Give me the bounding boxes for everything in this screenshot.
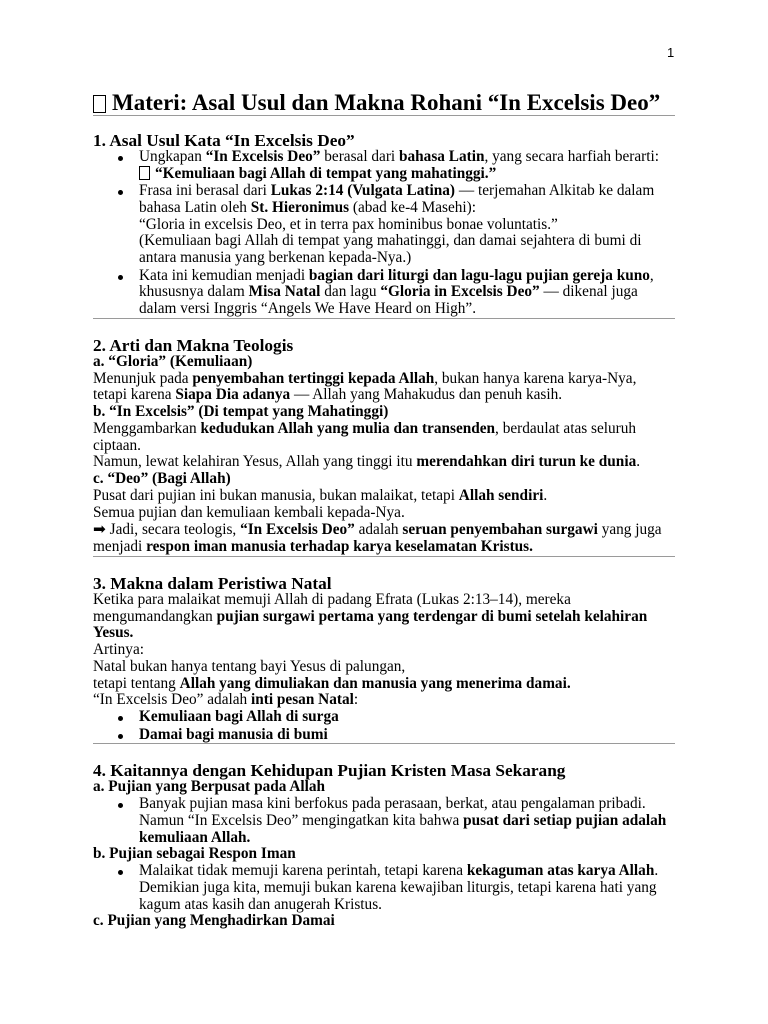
- text-line: [139, 166, 675, 183]
- bullet-icon: [118, 716, 123, 721]
- text-run: (abad ke-4 Masehi):: [349, 198, 477, 216]
- text-line: [93, 438, 675, 455]
- text-run: — dikenal juga: [539, 283, 638, 301]
- text-run: kagum atas kasih dan anugerah Kristus.: [139, 895, 382, 913]
- text-run: “Gloria in excelsis Deo, et in terra pax hominibus bonae voluntatis.”: [139, 215, 558, 233]
- text-line: [139, 284, 675, 301]
- bold-text-run: merendahkan diri turun ke dunia: [416, 453, 637, 471]
- text-run: , berdaulat atas seluruh: [495, 419, 637, 437]
- text-run: khususnya dalam: [139, 283, 249, 301]
- bold-text-run: seruan penyembahan surgawi: [402, 521, 598, 539]
- bullet-icon: [118, 734, 123, 739]
- text-run: Namun, lewat kelahiran Yesus, Allah yang tinggi itu: [93, 453, 417, 471]
- missing-glyph-box-icon: [93, 95, 106, 113]
- text-run: menjadi: [93, 538, 147, 555]
- text-line: [93, 625, 675, 642]
- bold-text-run: Allah yang dimuliakan dan manusia yang menerima damai.: [179, 674, 571, 692]
- arrow-right-icon: ➡: [93, 520, 106, 539]
- text-line: [139, 897, 675, 914]
- text-line: [93, 592, 675, 609]
- text-run: Artinya:: [93, 641, 144, 658]
- section-4: [93, 763, 675, 930]
- text-run: dan lagu: [320, 283, 381, 301]
- bold-text-run: Kemuliaan bagi Allah di surga: [139, 708, 339, 725]
- text-line: [139, 727, 675, 744]
- text-line: [139, 149, 675, 166]
- text-run: , yang secara harfiah berarti:: [484, 147, 660, 165]
- missing-glyph-box-icon: [139, 166, 150, 180]
- text-run: .: [636, 453, 641, 471]
- bold-text-run: pujian surgawi pertama yang terdengar di bumi setelah kelahiran: [216, 607, 648, 625]
- bullet-item: [93, 709, 675, 726]
- text-run: Pusat dari pujian ini bukan manusia, bukan malaikat, tetapi: [93, 486, 459, 504]
- bold-text-run: kemuliaan Allah.: [139, 828, 251, 846]
- bold-text-run: Damai bagi manusia di bumi: [139, 725, 328, 743]
- bullet-item: [93, 268, 675, 318]
- text-run: — Allah yang Mahakudus dan penuh kasih.: [290, 386, 563, 404]
- text-run: antara manusia yang berkenan kepada-Nya.): [139, 249, 412, 266]
- paragraph: [93, 488, 675, 556]
- bold-text-run: “In Excelsis Deo”: [205, 147, 321, 165]
- document-title-text: Materi: Asal Usul dan Makna Rohani “In Excelsis Deo”: [112, 90, 661, 115]
- page-number: 1: [667, 45, 675, 60]
- section-heading: 1. Asal Usul Kata “In Excelsis Deo”: [93, 130, 355, 150]
- text-line: [93, 676, 675, 693]
- text-run: Natal bukan hanya tentang bayi Yesus di palungan,: [93, 657, 406, 675]
- bold-text-run: Siapa Dia adanya: [175, 386, 291, 404]
- text-run: ciptaan.: [93, 436, 141, 454]
- bullet-icon: [118, 190, 123, 195]
- document-body: [93, 91, 675, 930]
- text-line: [93, 642, 675, 659]
- bold-text-run: “In Excelsis Deo”: [240, 521, 355, 539]
- bullet-icon: [118, 803, 123, 808]
- section-heading: 4. Kaitannya dengan Kehidupan Pujian Kristen Masa Sekarang: [93, 761, 566, 781]
- text-line: [93, 488, 675, 505]
- section-3: [93, 573, 675, 745]
- subheading: b. “In Excelsis” (Di tempat yang Mahatinggi): [93, 403, 389, 420]
- text-run: ,: [649, 266, 654, 284]
- text-run: Malaikat tidak memuji karena perintah, tetapi karena: [139, 862, 467, 879]
- text-line: [139, 183, 675, 200]
- bold-text-run: kedudukan Allah yang mulia dan transenden: [200, 419, 496, 437]
- text-run: “In Excelsis Deo” adalah: [93, 691, 251, 709]
- text-run: Kata ini kemudian menjadi: [139, 266, 309, 284]
- bullet-item: [93, 183, 675, 267]
- text-line: [93, 454, 675, 471]
- bold-text-run: Allah sendiri: [458, 486, 544, 504]
- text-run: Menunjuk pada: [93, 369, 193, 387]
- text-line: [139, 709, 675, 726]
- text-line: [93, 521, 675, 539]
- text-line: [139, 217, 675, 234]
- bold-text-run: bagian dari liturgi dan lagu-lagu pujian gereja kuno: [308, 266, 650, 284]
- document-title: [93, 91, 675, 116]
- bullet-item: [93, 796, 675, 846]
- bullet-item: [93, 863, 675, 913]
- bold-text-run: St. Hieronimus: [250, 198, 350, 216]
- text-run: tetapi tentang: [93, 674, 180, 692]
- text-run: dalam versi Inggris “Angels We Have Heard on High”.: [139, 300, 477, 317]
- text-line: [139, 830, 675, 847]
- paragraph: [93, 592, 675, 709]
- text-line: [139, 863, 675, 880]
- text-run: Namun “In Excelsis Deo” mengingatkan kita bahwa: [139, 811, 464, 829]
- text-run: .: [654, 862, 659, 879]
- text-line: [139, 200, 675, 217]
- subheading: c. Pujian yang Menghadirkan Damai: [93, 912, 335, 930]
- bold-text-run: Yesus.: [93, 624, 134, 642]
- text-line: [93, 371, 675, 388]
- bold-text-run: bahasa Latin: [399, 147, 485, 165]
- bold-text-run: penyembahan tertinggi kepada Allah: [192, 369, 435, 387]
- paragraph: [93, 371, 675, 405]
- text-line: [93, 387, 675, 404]
- text-run: Demikian juga kita, memuji bukan karena kewajiban liturgis, tetapi karena hati yang: [139, 878, 657, 896]
- bold-text-run: inti pesan Natal: [251, 691, 354, 709]
- text-run: bahasa Latin oleh: [139, 198, 251, 216]
- text-run: Menggambarkan: [93, 419, 201, 437]
- text-line: [139, 813, 675, 830]
- text-run: , bukan hanya karena karya-Nya,: [434, 369, 637, 387]
- bold-text-run: pusat dari setiap pujian adalah: [463, 811, 667, 829]
- subheading: a. Pujian yang Berpusat pada Allah: [93, 778, 326, 796]
- text-run: — terjemahan Alkitab ke dalam: [455, 182, 655, 199]
- paragraph: [93, 421, 675, 471]
- section-1: [93, 130, 675, 319]
- section-2: [93, 335, 675, 557]
- text-run: Banyak pujian masa kini berfokus pada perasaan, berkat, atau pengalaman pribadi.: [139, 795, 646, 812]
- text-run: berasal dari: [320, 147, 400, 165]
- text-run: .: [543, 486, 548, 504]
- subheading: c. “Deo” (Bagi Allah): [93, 470, 231, 487]
- bold-text-run: respon iman manusia terhadap karya keselamatan Kristus.: [146, 538, 533, 555]
- text-line: [139, 301, 675, 318]
- bullet-icon: [118, 870, 123, 875]
- subheading: b. Pujian sebagai Respon Iman: [93, 845, 296, 863]
- text-run: :: [353, 691, 359, 709]
- bold-text-run: “Gloria in Excelsis Deo”: [380, 283, 540, 301]
- section-heading: 2. Arti dan Makna Teologis: [93, 335, 294, 355]
- text-run: Semua pujian dan kemuliaan kembali kepada-Nya.: [93, 503, 405, 521]
- section-heading: 3. Makna dalam Peristiwa Natal: [93, 573, 332, 593]
- bold-text-run: Misa Natal: [248, 283, 321, 301]
- bold-text-run: kekaguman atas karya Allah: [466, 862, 655, 879]
- text-line: [139, 250, 675, 267]
- text-run: yang juga: [597, 521, 662, 539]
- text-line: [93, 659, 675, 676]
- text-run: tetapi karena: [93, 386, 176, 404]
- text-line: [139, 796, 675, 813]
- bullet-icon: [118, 275, 123, 280]
- text-run: (Kemuliaan bagi Allah di tempat yang mahatinggi, dan damai sejahtera di bumi di: [139, 232, 642, 250]
- text-line: [139, 233, 675, 250]
- text-line: [139, 268, 675, 285]
- text-line: [93, 539, 675, 556]
- text-run: Jadi, secara teologis,: [105, 521, 241, 539]
- bold-text-run: “Kemuliaan bagi Allah di tempat yang mahatinggi.”: [155, 164, 497, 182]
- text-line: [93, 505, 675, 522]
- text-run: Ungkapan: [139, 147, 206, 165]
- text-line: [93, 421, 675, 438]
- text-run: adalah: [354, 521, 403, 539]
- text-line: [93, 609, 675, 626]
- bold-text-run: Lukas 2:14 (Vulgata Latina): [270, 182, 455, 199]
- text-run: Ketika para malaikat memuji Allah di padang Efrata (Lukas 2:13–14), mereka: [93, 590, 571, 608]
- text-line: [139, 880, 675, 897]
- subheading: a. “Gloria” (Kemuliaan): [93, 352, 253, 370]
- text-run: mengumandangkan: [93, 607, 217, 625]
- sections-container: [93, 130, 675, 930]
- text-run: Frasa ini berasal dari: [139, 182, 271, 199]
- bullet-icon: [118, 156, 123, 161]
- text-line: [93, 692, 675, 709]
- bullet-item: [93, 149, 675, 183]
- bullet-item: [93, 727, 675, 744]
